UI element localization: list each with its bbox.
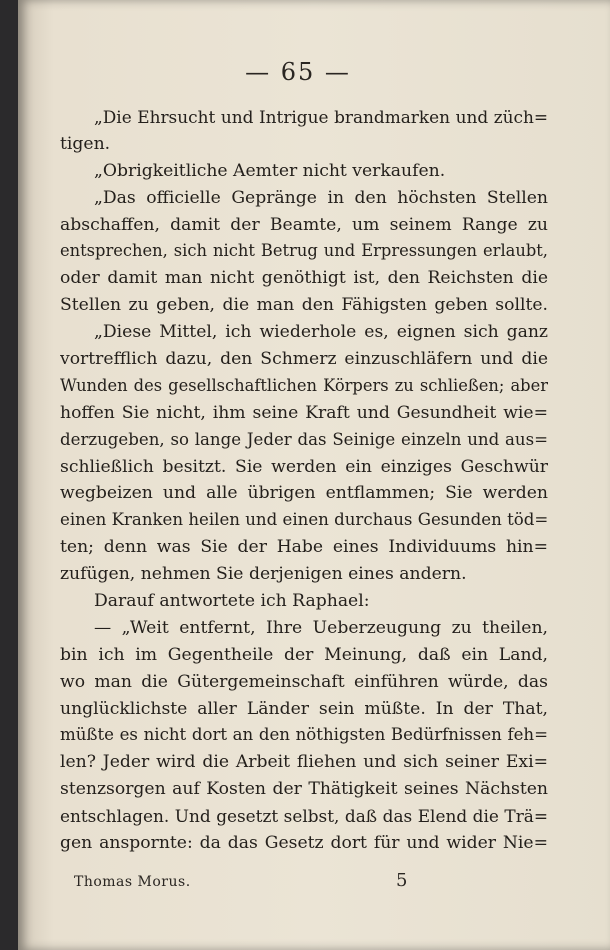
text-line: gen anspornte: da das Gesetz dort für und wider Nie= [60,833,548,854]
text-line: entsprechen, sich nicht Betrug und Erpressungen erlaubt, [60,241,548,261]
text-line: stenzsorgen auf Kosten der Thätigkeit seines Nächsten [60,779,548,800]
text-line: vortrefflich dazu, den Schmerz einzuschläfern und die [60,349,548,370]
text-line: „Diese Mittel, ich wiederhole es, eignen sich ganz [94,322,548,343]
text-line: müßte es nicht dort an den nöthigsten Bedürfnissen feh= [60,725,548,745]
text-line: — „Weit entfernt, Ihre Ueberzeugung zu theilen, [94,617,548,638]
text-line: zufügen, nehmen Sie derjenigen eines andern. [60,564,467,585]
text-line: unglücklichste aller Länder sein müßte. In der That, [60,698,548,719]
text-line: wo man die Gütergemeinschaft einführen würde, das [60,671,548,692]
text-line: einen Kranken heilen und einen durchaus Gesunden töd= [60,510,548,530]
text-line: „Die Ehrsucht und Intrigue brandmarken und züch= [94,107,548,127]
text-line: tigen. [60,133,111,154]
signature-number: 5 [396,870,408,891]
text-line: wegbeizen und alle übrigen entflammen; Sie werden [60,483,548,504]
book-page [18,0,610,950]
text-line: ten; denn was Sie der Habe eines Individuums hin= [60,537,548,558]
text-line: Wunden des gesellschaftlichen Körpers zu schließen; aber [60,375,548,395]
text-line: abschaffen, damit der Beamte, um seinem Range zu [60,214,548,235]
text-line: „Das officielle Gepränge in den höchsten Stellen [94,187,548,208]
text-line: entschlagen. Und gesetzt selbst, daß das Elend die Trä= [60,806,548,827]
body-text [60,104,548,857]
text-line: bin ich im Gegentheile der Meinung, daß ein Land, [60,644,548,665]
signature-mark: Thomas Morus. [74,874,191,890]
text-line: „Obrigkeitliche Aemter nicht verkaufen. [94,160,446,181]
text-line: Stellen zu geben, die man den Fähigsten geben sollte. [60,295,548,316]
text-line: derzugeben, so lange Jeder das Seinige einzeln und aus= [60,429,548,449]
text-line: len? Jeder wird die Arbeit fliehen und sich seiner Exi= [60,752,548,773]
text-line: oder damit man nicht genöthigt ist, den Reichsten die [60,268,548,289]
text-line: schließlich besitzt. Sie werden ein einziges Geschwür [60,456,548,477]
page-number: — 65 — [245,58,351,86]
text-line: Darauf antwortete ich Raphael: [94,591,370,612]
text-line: hoffen Sie nicht, ihm seine Kraft und Gesundheit wie= [60,402,548,423]
